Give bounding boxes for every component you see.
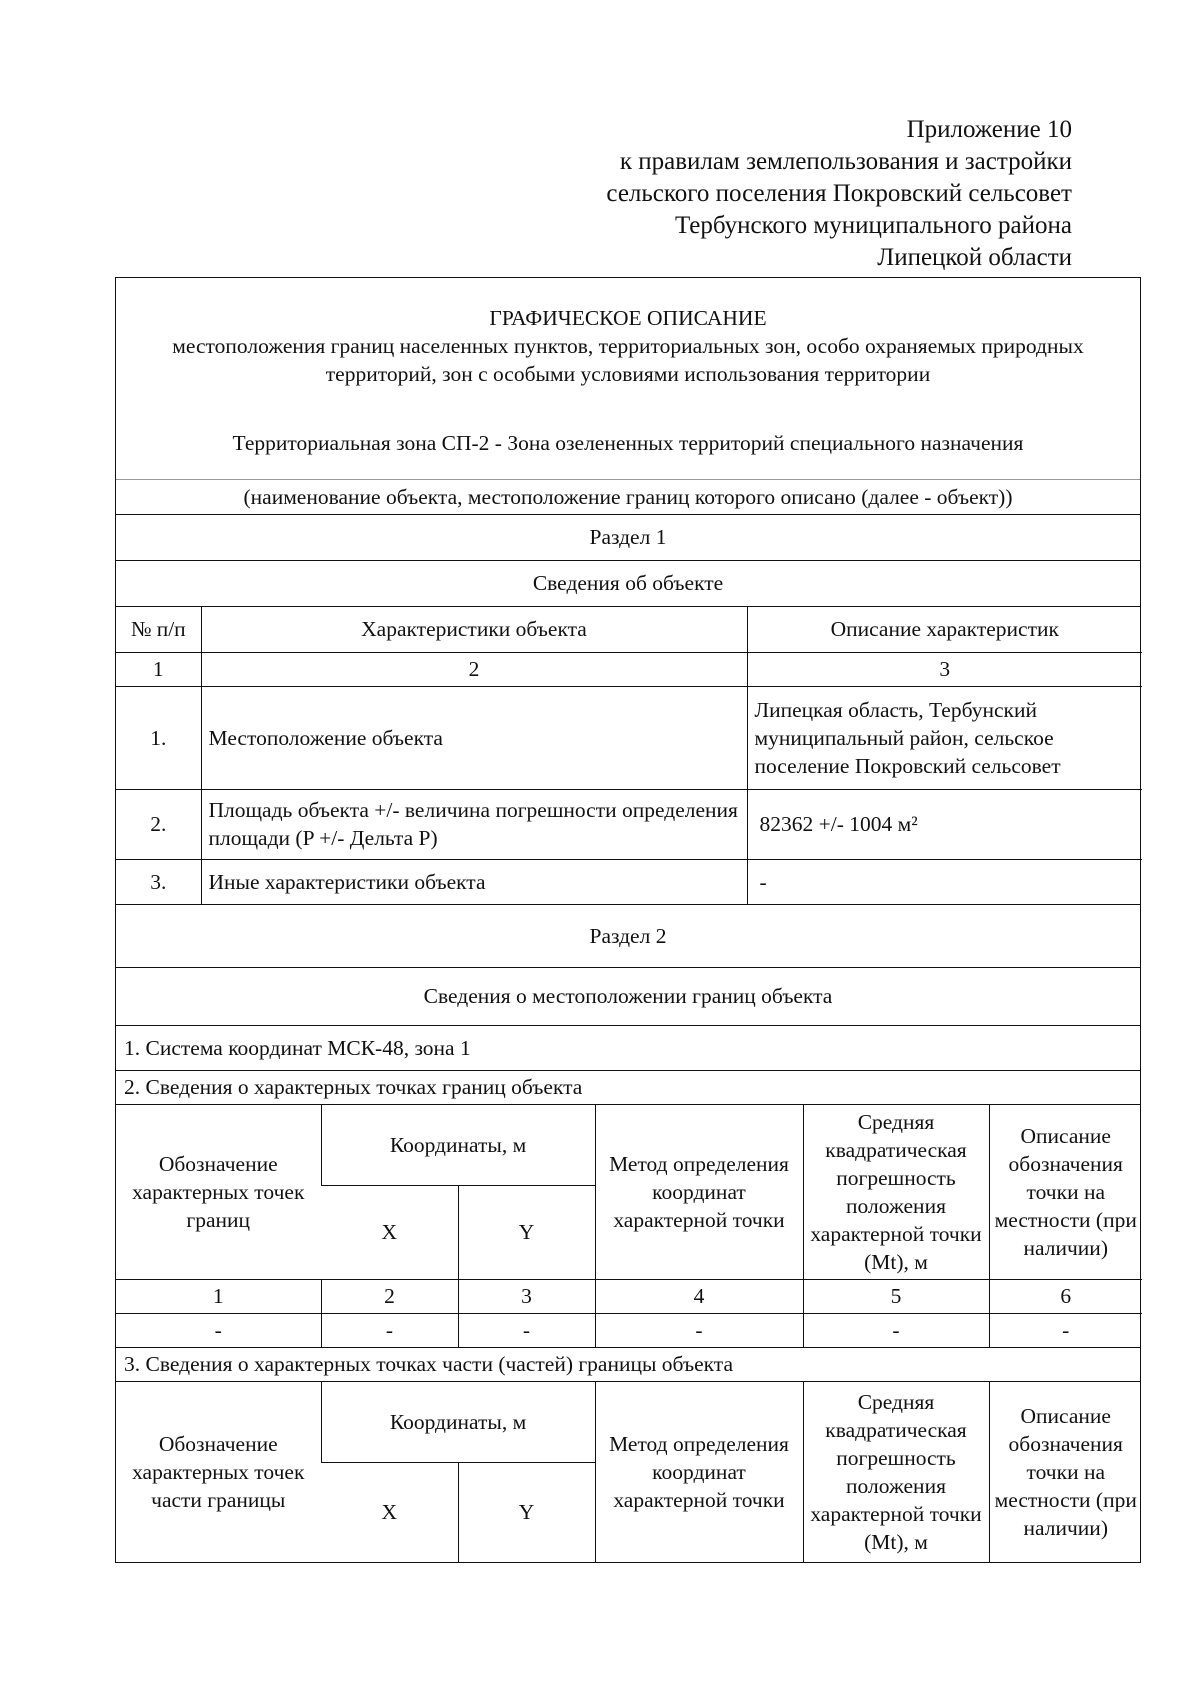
row-number: 2. xyxy=(116,789,201,859)
table-row xyxy=(116,1313,1142,1347)
column-number: 3 xyxy=(747,652,1142,686)
row-number: 1. xyxy=(116,686,201,789)
column-header: Описание обозначения точки на местности (при наличии) xyxy=(989,1105,1142,1279)
column-header: Y xyxy=(458,1462,595,1562)
document-subtitle: местоположения границ населенных пунктов, территориальных зон, особо охраняемых природных территорий, зон с особыми условиями использования территории xyxy=(172,334,1084,386)
cell: - xyxy=(803,1313,989,1347)
column-header: Координаты, м xyxy=(321,1105,595,1185)
column-header: Описание обозначения точки на местности (при наличии) xyxy=(989,1382,1142,1562)
appendix-line: Тербунского муниципального района xyxy=(674,212,1072,239)
column-number: 4 xyxy=(595,1279,803,1313)
appendix-line: сельского поселения Покровский сельсовет xyxy=(606,180,1072,207)
column-header: Средняя квадратическая погрешность положения характерной точки (Mt), м xyxy=(803,1105,989,1279)
characteristic-value: - xyxy=(747,859,1142,904)
zone-name: Территориальная зона СП-2 - Зона озелененных территорий специального назначения xyxy=(232,431,1024,455)
column-number: 2 xyxy=(201,652,747,686)
column-number: 2 xyxy=(321,1279,458,1313)
column-header: Описание характеристик xyxy=(747,607,1142,652)
column-number: 1 xyxy=(116,1279,321,1313)
characteristic-name: Иные характеристики объекта xyxy=(201,859,747,904)
table-row xyxy=(116,859,1142,904)
characteristic-name: Площадь объекта +/- величина погрешности определения площади (P +/- Дельта P) xyxy=(201,789,747,859)
column-number: 1 xyxy=(116,652,201,686)
column-header: Характеристики объекта xyxy=(201,607,747,652)
document-title: ГРАФИЧЕСКОЕ ОПИСАНИЕ xyxy=(489,306,767,330)
document-title-block xyxy=(116,278,1140,479)
section1-title: Раздел 1 xyxy=(116,514,1140,560)
table-row xyxy=(116,686,1142,789)
column-header: Координаты, м xyxy=(321,1382,595,1462)
section1-subtitle: Сведения об объекте xyxy=(116,560,1140,606)
row-number: 3. xyxy=(116,859,201,904)
appendix-line: к правилам землепользования и застройки xyxy=(619,148,1072,175)
cell: - xyxy=(116,1313,321,1347)
document-frame xyxy=(115,277,1141,1563)
column-header: X xyxy=(321,1185,458,1279)
characteristic-value: 82362 +/- 1004 м² xyxy=(747,789,1142,859)
appendix-line: Приложение 10 xyxy=(906,116,1072,143)
points-section-title: 2. Сведения о характерных точках границ объекта xyxy=(116,1070,1140,1104)
boundary-points-table xyxy=(116,1104,1140,1347)
cell: - xyxy=(321,1313,458,1347)
appendix-header xyxy=(372,114,1072,274)
cell: - xyxy=(989,1313,1142,1347)
column-header: Метод определения координат характерной точки xyxy=(595,1105,803,1279)
appendix-line: Липецкой области xyxy=(877,244,1072,271)
column-number: 3 xyxy=(458,1279,595,1313)
column-header: Y xyxy=(458,1185,595,1279)
column-number: 5 xyxy=(803,1279,989,1313)
parts-section-title: 3. Сведения о характерных точках части (частей) границы объекта xyxy=(116,1347,1140,1381)
section2-title: Раздел 2 xyxy=(116,904,1140,967)
characteristic-value: Липецкая область, Тербунский муниципальный район, сельское поселение Покровский сельсовет xyxy=(747,686,1142,789)
column-number: 6 xyxy=(989,1279,1142,1313)
column-header: Средняя квадратическая погрешность положения характерной точки (Mt), м xyxy=(803,1382,989,1562)
table-row xyxy=(116,789,1142,859)
boundary-parts-table xyxy=(116,1381,1140,1562)
characteristic-name: Местоположение объекта xyxy=(201,686,747,789)
column-header: Метод определения координат характерной точки xyxy=(595,1382,803,1562)
section2-subtitle: Сведения о местоположении границ объекта xyxy=(116,967,1140,1025)
object-caption: (наименование объекта, местоположение границ которого описано (далее - объект)) xyxy=(116,479,1140,514)
column-header: X xyxy=(321,1462,458,1562)
cell: - xyxy=(595,1313,803,1347)
column-header: Обозначение характерных точек части границы xyxy=(132,1432,305,1512)
column-header: № п/п xyxy=(130,617,186,642)
cell: - xyxy=(458,1313,595,1347)
column-header: Обозначение характерных точек границ xyxy=(132,1151,305,1232)
object-info-table xyxy=(116,606,1140,904)
coordinate-system: 1. Система координат МСК-48, зона 1 xyxy=(116,1025,1140,1070)
